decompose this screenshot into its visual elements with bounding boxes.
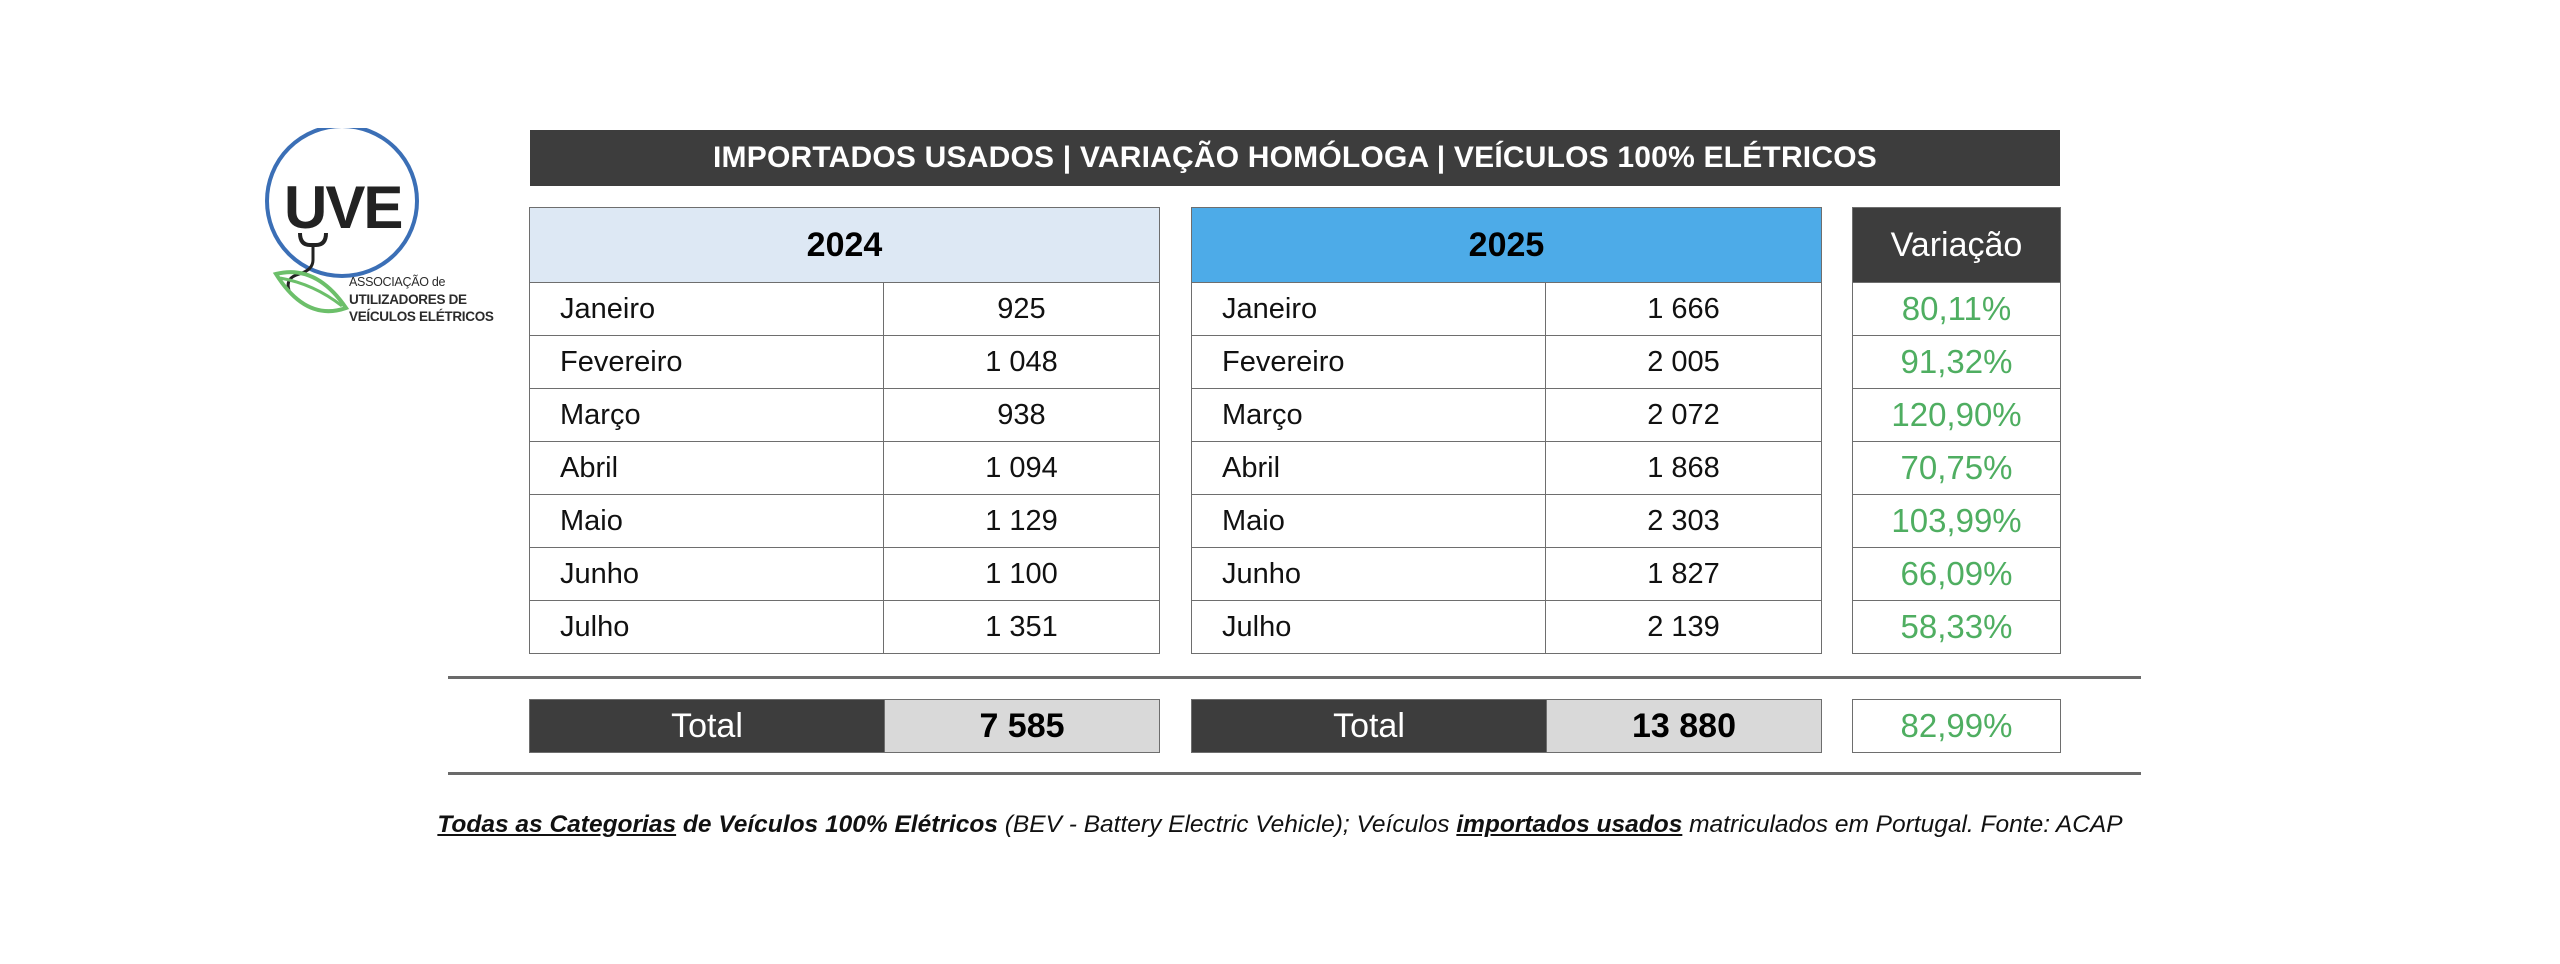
divider-top <box>448 676 2141 679</box>
value-cell: 925 <box>884 283 1160 336</box>
value-cell: 2 303 <box>1546 495 1822 548</box>
table-row <box>1192 336 1822 389</box>
total-value: 7 585 <box>884 700 1159 752</box>
total-variation: 82,99% <box>1852 699 2061 753</box>
month-cell: Janeiro <box>1192 283 1546 336</box>
value-cell: 2 139 <box>1546 601 1822 654</box>
table-row <box>530 548 1160 601</box>
table-row <box>530 389 1160 442</box>
table-row <box>1853 336 2061 389</box>
table-row <box>530 601 1160 654</box>
value-cell: 938 <box>884 389 1160 442</box>
table-row <box>1192 389 1822 442</box>
table-row <box>1853 495 2061 548</box>
variation-cell: 91,32% <box>1853 336 2061 389</box>
month-cell: Maio <box>530 495 884 548</box>
value-cell: 1 827 <box>1546 548 1822 601</box>
month-cell: Junho <box>1192 548 1546 601</box>
value-cell: 1 048 <box>884 336 1160 389</box>
month-cell: Fevereiro <box>1192 336 1546 389</box>
table-row <box>1853 283 2061 336</box>
table-row <box>1192 442 1822 495</box>
footnote-part-5: matriculados em Portugal. Fonte: ACAP <box>1682 811 2123 838</box>
month-cell: Julho <box>530 601 884 654</box>
month-cell: Fevereiro <box>530 336 884 389</box>
table-row <box>1853 442 2061 495</box>
total-label: Total <box>1192 700 1546 752</box>
logo-line-2: UTILIZADORES DE <box>349 292 467 307</box>
footnote-part-4: importados usados <box>1456 811 1683 838</box>
value-cell: 1 351 <box>884 601 1160 654</box>
value-cell: 2 072 <box>1546 389 1822 442</box>
value-cell: 2 005 <box>1546 336 1822 389</box>
value-cell: 1 868 <box>1546 442 1822 495</box>
variation-cell: 120,90% <box>1853 389 2061 442</box>
table-row <box>1853 548 2061 601</box>
table-row <box>530 283 1160 336</box>
value-cell: 1 129 <box>884 495 1160 548</box>
table-row <box>530 495 1160 548</box>
total-2025 <box>1191 699 1822 753</box>
table-row <box>1853 389 2061 442</box>
variation-cell: 58,33% <box>1853 601 2061 654</box>
logo-line-3: VEÍCULOS ELÉTRICOS <box>349 309 494 324</box>
logo-text <box>349 274 494 325</box>
footnote-part-3: (BEV - Battery Electric Vehicle); Veículos <box>997 811 1457 838</box>
table-row <box>530 442 1160 495</box>
footnote-part-2: de Veículos 100% Elétricos <box>676 811 998 838</box>
table-2024 <box>529 207 1160 654</box>
table-row <box>1192 283 1822 336</box>
month-cell: Março <box>1192 389 1546 442</box>
variation-cell: 103,99% <box>1853 495 2061 548</box>
month-cell: Abril <box>1192 442 1546 495</box>
table-variation <box>1852 207 2061 654</box>
month-cell: Junho <box>530 548 884 601</box>
total-2024 <box>529 699 1160 753</box>
month-cell: Março <box>530 389 884 442</box>
table-2025 <box>1191 207 1822 654</box>
table-row <box>1192 601 1822 654</box>
divider-bottom <box>448 772 2141 775</box>
value-cell: 1 094 <box>884 442 1160 495</box>
table-row <box>1192 495 1822 548</box>
logo-line-1: ASSOCIAÇÃO de <box>349 275 446 289</box>
variation-cell: 66,09% <box>1853 548 2061 601</box>
footnote <box>0 811 2560 839</box>
month-cell: Janeiro <box>530 283 884 336</box>
value-cell: 1 100 <box>884 548 1160 601</box>
value-cell: 1 666 <box>1546 283 1822 336</box>
table-row <box>1853 601 2061 654</box>
month-cell: Maio <box>1192 495 1546 548</box>
logo-mark: UVE <box>284 174 402 241</box>
variation-cell: 70,75% <box>1853 442 2061 495</box>
report-title: IMPORTADOS USADOS | VARIAÇÃO HOMÓLOGA | VEÍCULOS 100% ELÉTRICOS <box>530 130 2060 186</box>
total-label: Total <box>530 700 884 752</box>
footnote-part-1: Todas as Categorias <box>437 811 677 838</box>
total-value: 13 880 <box>1546 700 1821 752</box>
variation-cell: 80,11% <box>1853 283 2061 336</box>
table-row <box>1192 548 1822 601</box>
month-cell: Julho <box>1192 601 1546 654</box>
table-row <box>530 336 1160 389</box>
month-cell: Abril <box>530 442 884 495</box>
table-2025-header: 2025 <box>1192 208 1822 283</box>
variation-header: Variação <box>1853 208 2061 283</box>
table-2024-header: 2024 <box>530 208 1160 283</box>
